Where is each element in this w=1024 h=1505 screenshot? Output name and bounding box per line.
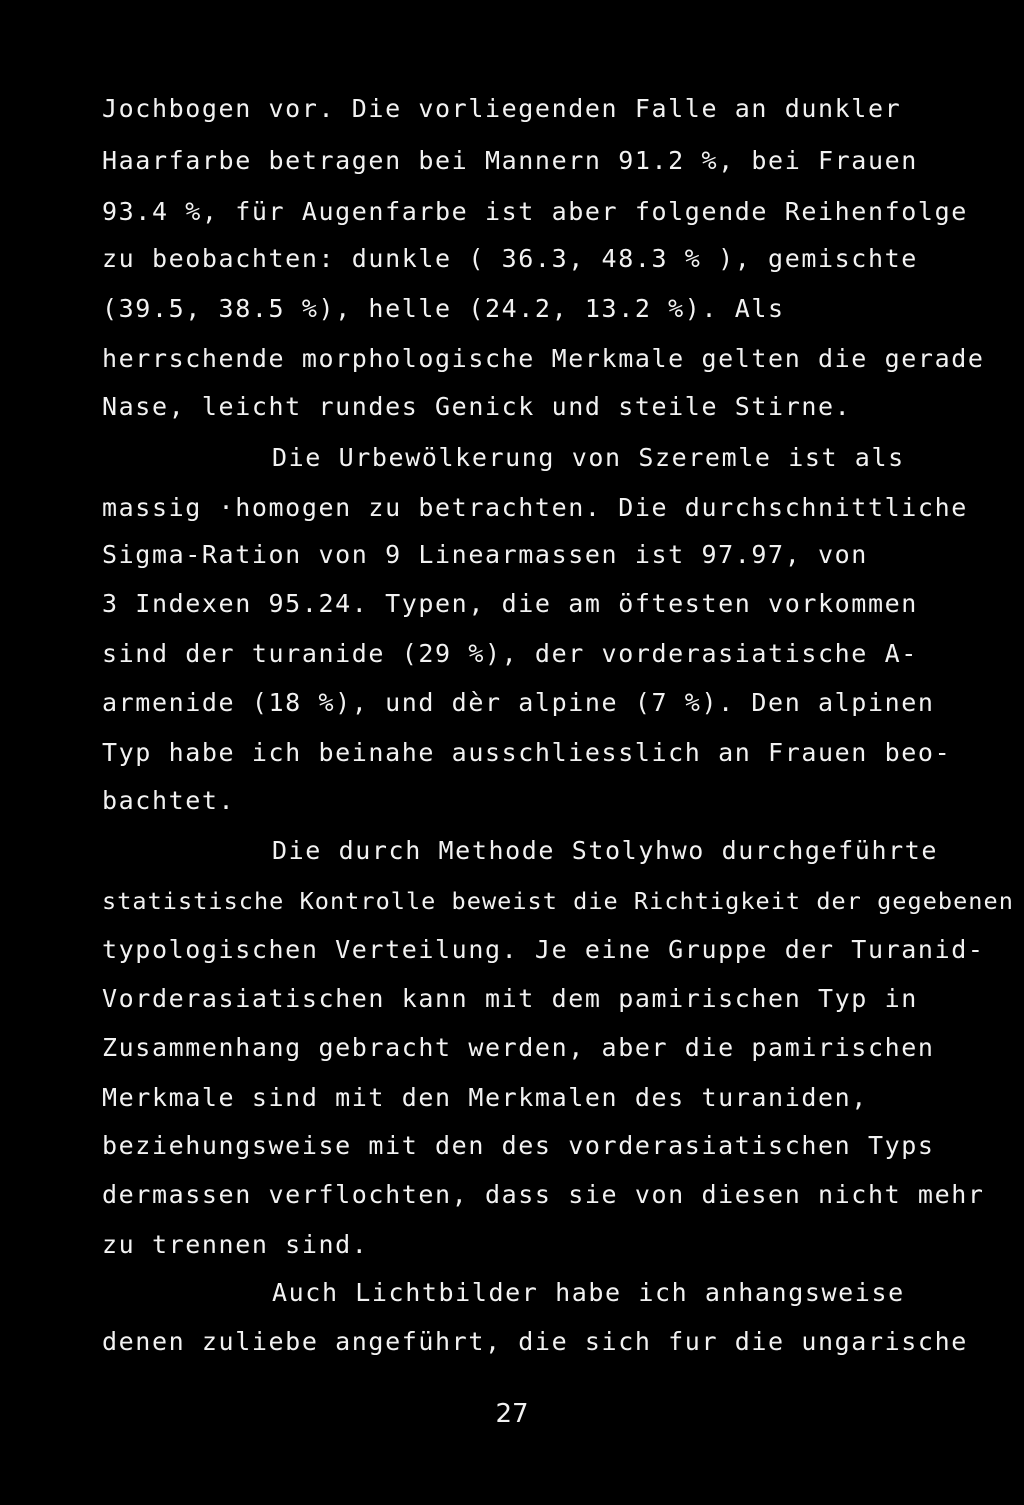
text-line: Sigma-Ration von 9 Linearmassen ist 97.97, von <box>102 540 868 569</box>
text-line: massig ·homogen zu betrachten. Die durchschnittliche <box>102 493 968 522</box>
text-line: 3 Indexen 95.24. Typen, die am öftesten vorkommen <box>102 589 918 618</box>
text-line: herrschende morphologische Merkmale gelten die gerade <box>102 344 985 373</box>
text-line: armenide (18 %), und dèr alpine (7 %). Den alpinen <box>102 688 935 717</box>
text-line: bachtet. <box>102 786 236 815</box>
text-line: Zusammenhang gebracht werden, aber die pamirischen <box>102 1033 935 1062</box>
text-line: denen zuliebe angeführt, die sich fur die ungarische <box>102 1327 968 1356</box>
text-line: Merkmale sind mit den Merkmalen des turaniden, <box>102 1083 868 1112</box>
text-line: 93.4 %, für Augenfarbe ist aber folgende Reihenfolge <box>102 197 968 226</box>
text-line: zu trennen sind. <box>102 1230 369 1259</box>
text-line: Typ habe ich beinahe ausschliesslich an Frauen beo- <box>102 738 952 767</box>
text-line: (39.5, 38.5 %), helle (24.2, 13.2 %). Als <box>102 294 785 323</box>
text-line: Jochbogen vor. Die vorliegenden Falle an dunkler <box>102 94 902 123</box>
paragraph-start-line: Auch Lichtbilder habe ich anhangsweise <box>272 1278 905 1307</box>
text-line: zu beobachten: dunkle ( 36.3, 48.3 % ), gemischte <box>102 244 918 273</box>
text-line: statistische Kontrolle beweist die Richtigkeit der gegebenen <box>102 887 1014 915</box>
page-number: 27 <box>495 1399 529 1429</box>
text-line: sind der turanide (29 %), der vorderasiatische A- <box>102 639 918 668</box>
text-line: Vorderasiatischen kann mit dem pamirischen Typ in <box>102 984 918 1013</box>
text-line: Nase, leicht rundes Genick und steile Stirne. <box>102 392 852 421</box>
text-line: typologischen Verteilung. Je eine Gruppe der Turanid- <box>102 935 985 964</box>
text-line: dermassen verflochten, dass sie von diesen nicht mehr <box>102 1180 985 1209</box>
text-line: Haarfarbe betragen bei Mannern 91.2 %, bei Frauen <box>102 146 918 175</box>
text-line: beziehungsweise mit den des vorderasiatischen Typs <box>102 1131 935 1160</box>
paragraph-start-line: Die durch Methode Stolyhwo durchgeführte <box>272 836 939 865</box>
paragraph-start-line: Die Urbewölkerung von Szeremle ist als <box>272 443 905 472</box>
